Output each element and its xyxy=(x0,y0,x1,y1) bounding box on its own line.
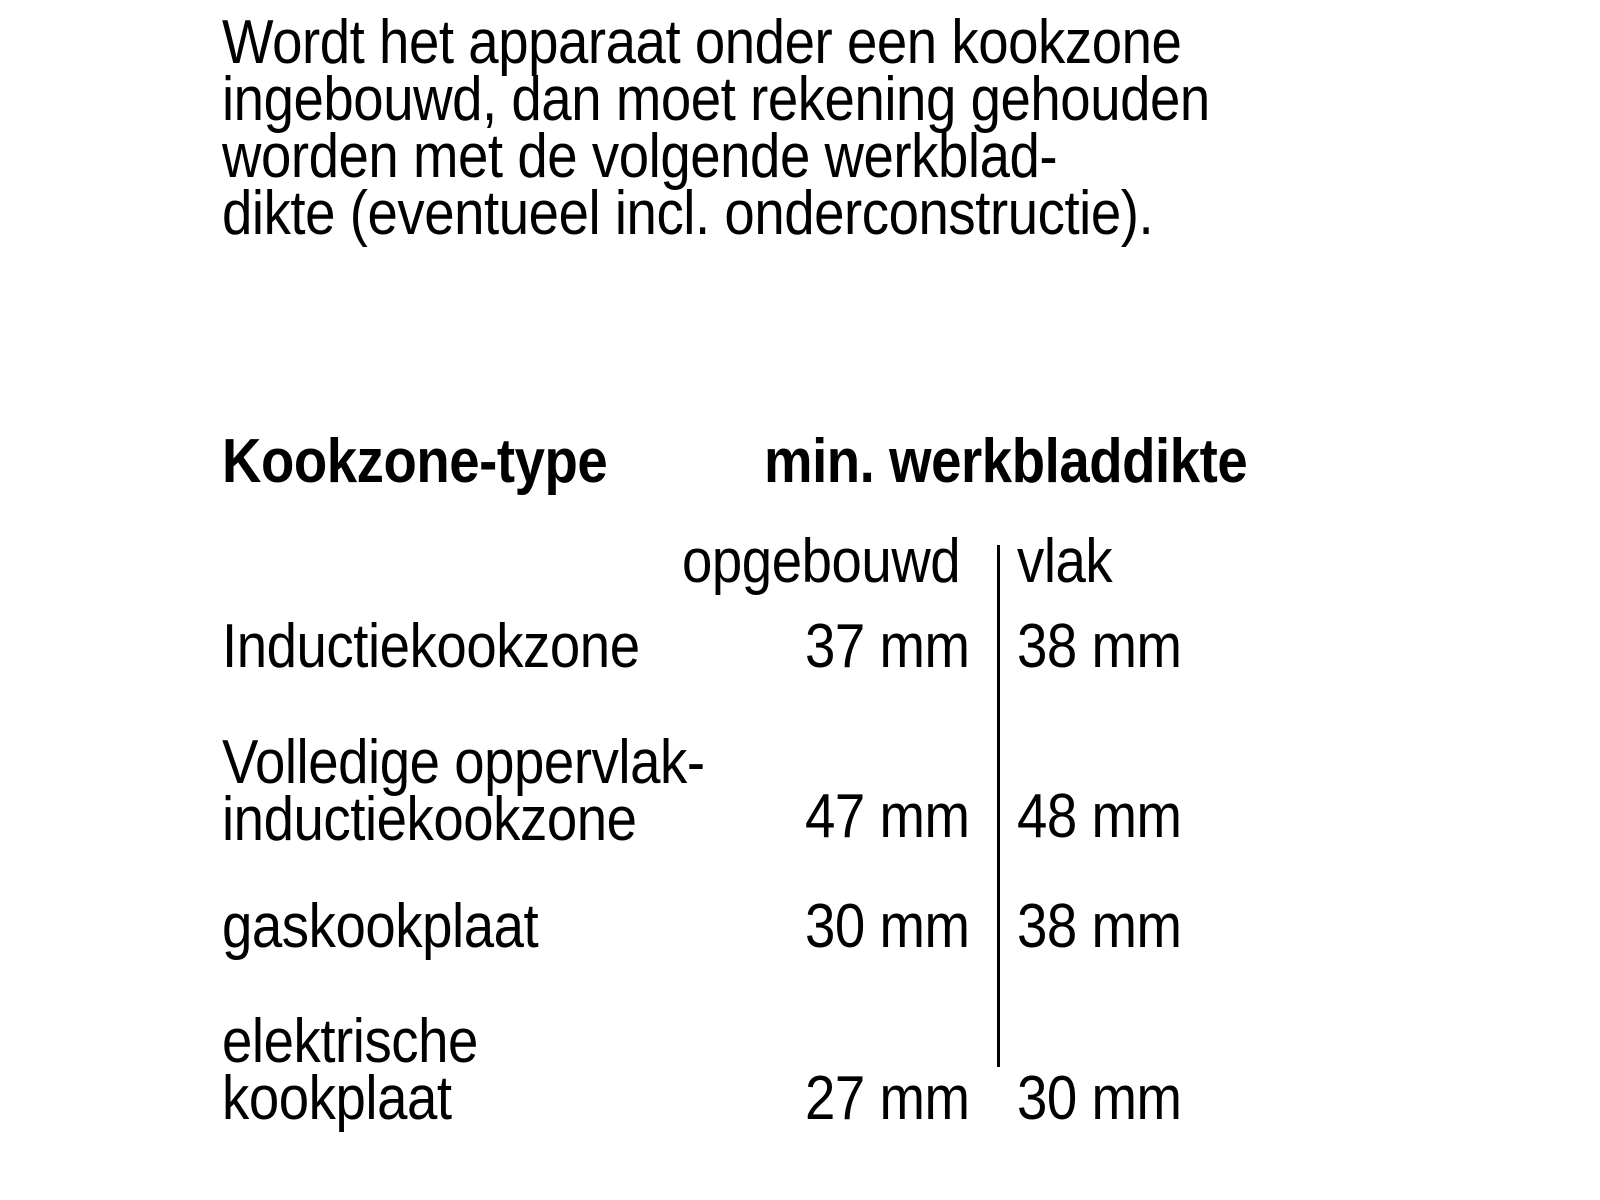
row-value-opgebouwd: 27 mm xyxy=(805,1064,970,1133)
row-value-opgebouwd: 30 mm xyxy=(805,892,970,961)
row-label: Inductiekookzone xyxy=(222,612,640,681)
column-divider-line xyxy=(997,545,1000,1067)
row-label-line: Volledige oppervlak- xyxy=(222,728,705,797)
row-label-line: elektrische xyxy=(222,1007,478,1076)
intro-line: worden met de volgende werkblad- xyxy=(222,122,1058,191)
row-value-vlak: 38 mm xyxy=(1017,612,1182,681)
subheader-vlak: vlak xyxy=(1017,527,1113,596)
row-label xyxy=(222,1007,478,1133)
row-value-vlak: 38 mm xyxy=(1017,892,1182,961)
intro-line: ingebouwd, dan moet rekening gehouden xyxy=(222,65,1210,134)
table-header-kookzone-type: Kookzone-type xyxy=(222,427,608,496)
intro-line: dikte (eventueel incl. onderconstructie). xyxy=(222,179,1154,248)
row-label-line: kookplaat xyxy=(222,1064,452,1133)
row-value-vlak: 30 mm xyxy=(1017,1064,1182,1133)
subheader-opgebouwd: opgebouwd xyxy=(682,527,961,596)
table-header-min-werkbladdikte: min. werkbladdikte xyxy=(764,427,1248,496)
row-value-vlak: 48 mm xyxy=(1017,782,1182,851)
intro-line: Wordt het apparaat onder een kookzone xyxy=(222,8,1182,77)
row-label xyxy=(222,728,705,854)
row-label: gaskookplaat xyxy=(222,892,539,961)
row-label-line: inductiekookzone xyxy=(222,785,637,854)
intro-paragraph xyxy=(222,8,1210,248)
row-value-opgebouwd: 47 mm xyxy=(805,782,970,851)
row-value-opgebouwd: 37 mm xyxy=(805,612,970,681)
